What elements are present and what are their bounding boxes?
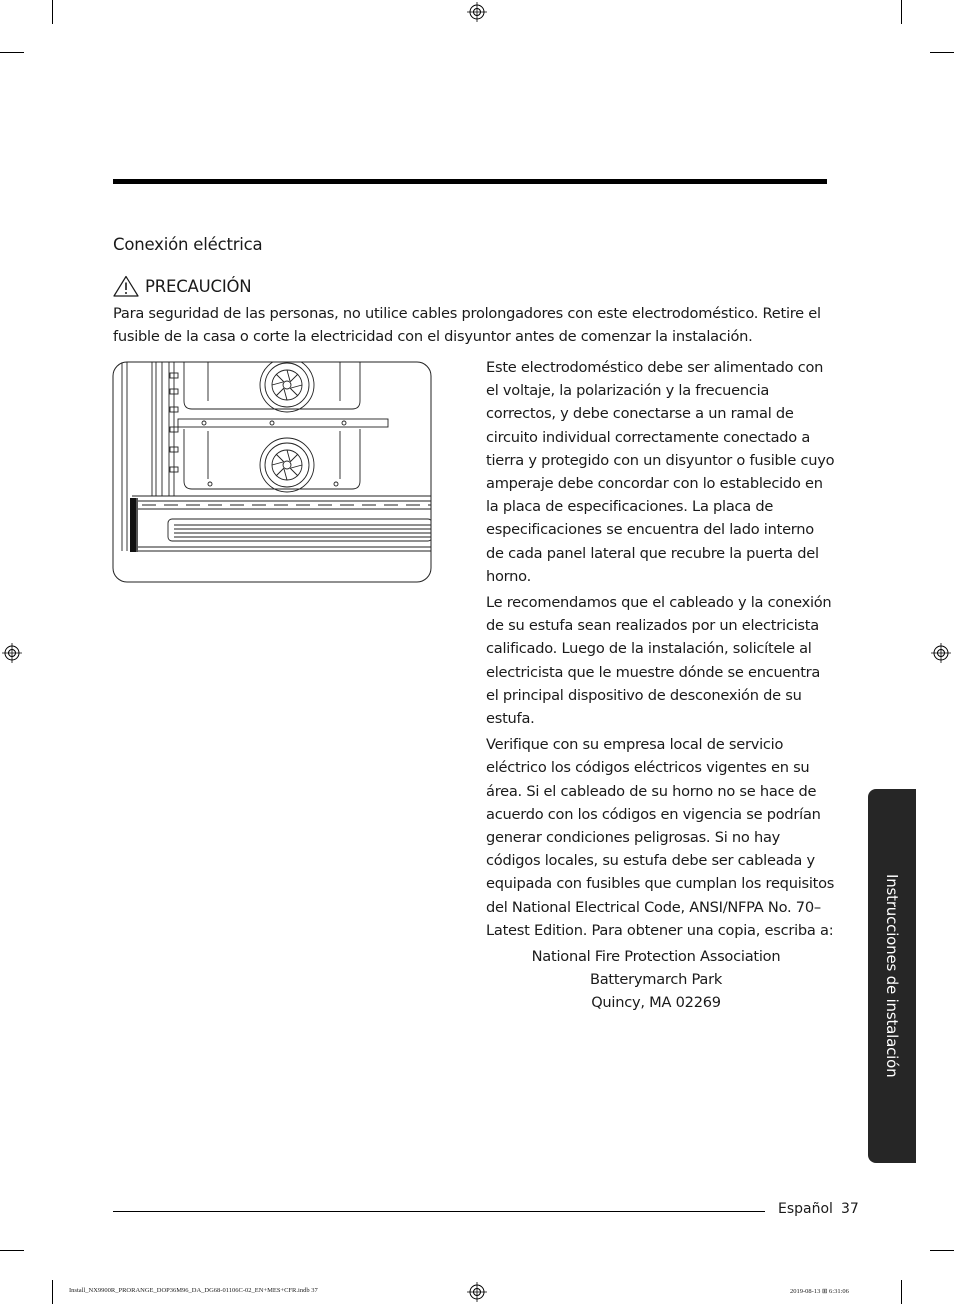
crop-mark-bottom-left-v — [52, 1280, 53, 1304]
crop-mark-top-left-h — [0, 52, 24, 53]
print-slug-right: 2019-08-13 ⊞ 6:31:06 — [790, 1288, 849, 1295]
oven-panel-illustration — [112, 361, 432, 583]
address-line-2: Batterymarch Park — [589, 971, 723, 989]
crop-mark-top-left-v — [52, 0, 53, 24]
registration-mark-icon — [2, 643, 22, 663]
footer-language: Español — [778, 1201, 833, 1217]
crop-mark-bottom-right-v — [901, 1280, 902, 1304]
chapter-side-tab-label: Instrucciones de instalación — [883, 874, 901, 1078]
body-paragraph-2: Le recomendamos que el cableado y la conexión de su estufa sean realizados por un electricista calificado. Luego de la instalación, solicítele al electricista que le muestre dónde se encuentra el principal dispositivo de desconexión de su estufa. — [486, 594, 832, 728]
crop-mark-top-right-v — [901, 0, 902, 24]
chapter-side-tab — [868, 789, 916, 1163]
section-title: Conexión eléctrica — [113, 235, 263, 254]
caution-text: Para seguridad de las personas, no utilice cables prolongadores con este electrodoméstico. Retire el fusible de la casa o corte la electricidad con el disyuntor antes de comenzar la instalación. — [113, 305, 821, 345]
warning-triangle-icon — [113, 275, 139, 297]
print-slug-left: Install_NX9900R_PRORANGE_DOP36M96_DA_DG68-01106C-02_EN+MES+CFR.indb 37 — [69, 1287, 318, 1294]
registration-mark-icon — [931, 643, 951, 663]
footer-rule — [113, 1211, 765, 1212]
address-line-3: Quincy, MA 02269 — [591, 994, 721, 1012]
caution-header — [113, 274, 251, 298]
registration-mark-icon — [467, 1282, 487, 1302]
footer-page-number: 37 — [841, 1201, 859, 1217]
caution-label: PRECAUCIÓN — [145, 276, 252, 296]
body-paragraph-3: Verifique con su empresa local de servicio eléctrico los códigos eléctricos vigentes en su área. Si el cableado de su horno no se hace de acuerdo con los códigos en vigencia se podrían generar condiciones peligrosas. Si no hay códigos locales, su estufa debe ser cableada y equipada con fusibles que cumplan los requisitos del National Electrical Code, ANSI/NFPA No. 70–Latest Edition. Para obtener una copia, escriba a: — [486, 736, 835, 939]
body-paragraph-1: Este electrodoméstico debe ser alimentado con el voltaje, la polarización y la frecuencia correctos, y debe conectarse a un ramal de circuito individual correctamente conectado a tierra y protegido con un disyuntor o fusible cuyo amperaje debe concordar con lo establecido en la placa de especificaciones. La placa de especificaciones se encuentra del lado interno de cada panel lateral que recubre la puerta del horno. — [486, 359, 835, 585]
body-column — [486, 356, 836, 1015]
crop-mark-top-right-h — [930, 52, 954, 53]
crop-mark-bottom-right-h — [930, 1250, 954, 1251]
address-line-1: National Fire Protection Association — [531, 948, 781, 966]
registration-mark-icon — [467, 2, 487, 22]
crop-mark-bottom-left-h — [0, 1250, 24, 1251]
section-top-rule — [113, 179, 827, 184]
